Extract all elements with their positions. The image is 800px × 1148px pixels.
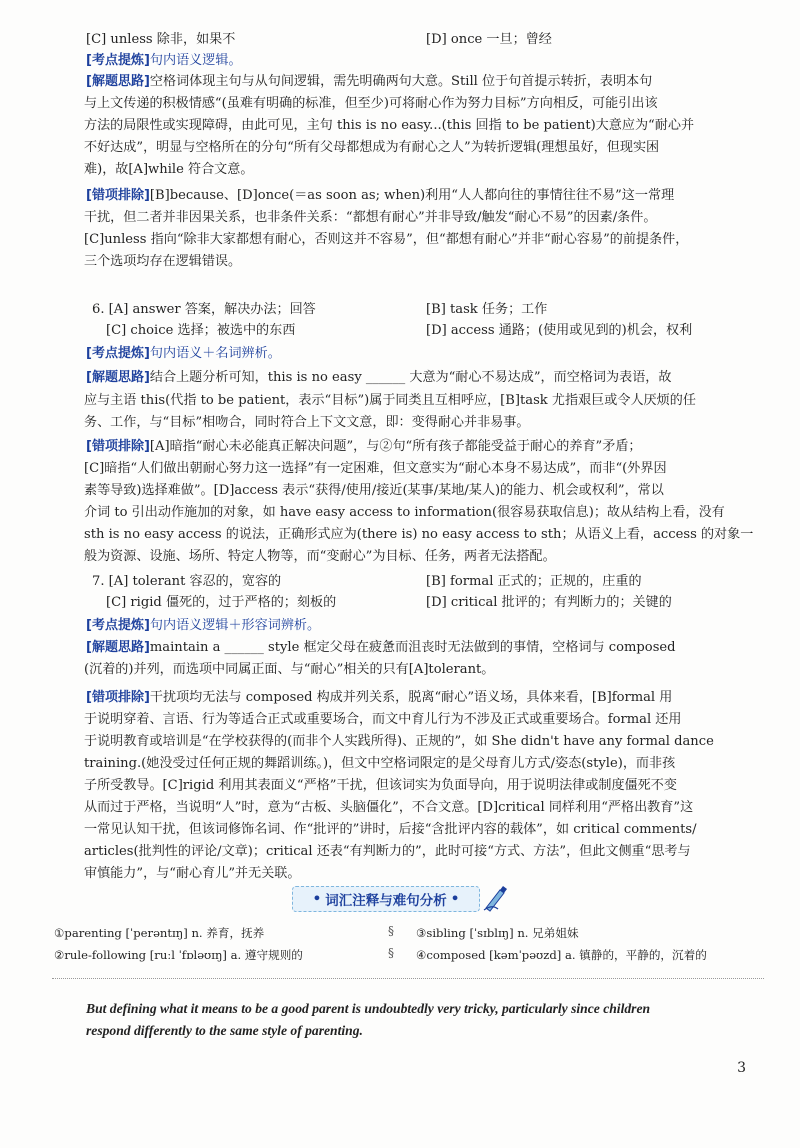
q6-kaodian-tag: [考点提炼] — [86, 346, 150, 361]
q5-cuoxiang-line-3: [C]unless 指向“除非大家都想有耐心，否则这并不容易”，但“都想有耐心”并非“耐心容易”的前提条件， — [84, 232, 689, 247]
q7-cuoxiang-line-7: 一常见认知干扰，但该词修饰名词、作“批评的”讲时，后接“含批评内容的载体”，如 critical comments/ — [84, 822, 697, 837]
q5-jieti-line-1 — [86, 72, 652, 92]
vocab-item-1: ①parenting [ˈperəntɪŋ] n. 养育，抚养 — [54, 926, 265, 940]
q6-option-a: 6. [A] answer 答案，解决办法；回答 — [92, 302, 316, 317]
vocab-section-banner — [292, 886, 480, 912]
q6-cuoxiang-line-5: sth is no easy access 的说法，正确形式应为(there is) no easy access to sth；从语义上看，access 的对象一 — [84, 527, 754, 542]
q7-jieti-line-1 — [86, 638, 676, 658]
q6-jieti-line-3: 务、工作，与“目标”相吻合，同时符合上下文文意，即：变得耐心并非易事。 — [84, 415, 530, 430]
vocab-section-title: 词汇注释与难句分析 — [325, 893, 447, 909]
vocab-item-2: ②rule-following [ruːl ˈfɒləʊɪŋ] a. 遵守规则的 — [54, 948, 303, 962]
q7-cuoxiang-text: 干扰项均无法与 composed 构成并列关系，脱离“耐心”语义场，具体来看，[B]formal 用 — [149, 690, 673, 705]
binding-ring-icon: § — [388, 946, 394, 960]
q7-kaodian-text: 句内语义逻辑＋形容词辨析。 — [149, 618, 321, 633]
q5-jieti-tag: [解题思路] — [86, 74, 150, 89]
q5-option-d: [D] once 一旦；曾经 — [426, 32, 552, 47]
q5-kaodian — [86, 51, 242, 71]
q6-cuoxiang-line-4: 介词 to 引出动作施加的对象，如 have easy access to information(很容易获取信息)；故从结构上看，没有 — [84, 505, 725, 520]
q6-cuoxiang-text: [A]暗指“耐心未必能真正解决问题”，与②句“所有孩子都能受益于耐心的养育”矛盾； — [149, 439, 642, 454]
q5-cuoxiang-line-4: 三个选项均存在逻辑错误。 — [84, 254, 242, 269]
pen-icon — [482, 884, 508, 912]
q7-cuoxiang-line-3: 于说明教育或培训是“在学校获得的(而非个人实践所得)、正规的”，如 She didn't have any formal dance — [84, 734, 714, 749]
q5-kaodian-text: 句内语义逻辑。 — [149, 53, 242, 68]
binding-ring-icon: § — [388, 924, 394, 938]
q7-option-a: 7. [A] tolerant 容忍的，宽容的 — [92, 574, 282, 589]
q6-option-b: [B] task 任务；工作 — [426, 302, 548, 317]
difficult-sentence-line-2: respond differently to the same style of parenting. — [86, 1023, 363, 1038]
q6-option-c: [C] choice 选择；被选中的东西 — [106, 323, 296, 338]
q7-jieti-text: maintain a ______ style 框定父母在疲惫而沮丧时无法做到的事情，空格词与 composed — [149, 640, 676, 655]
q6-option-d: [D] access 通路；(使用或见到的)机会，权利 — [426, 323, 693, 338]
q7-kaodian — [86, 616, 320, 636]
bullet-dot: • — [450, 891, 460, 907]
q6-cuoxiang-line-2: [C]暗指“人们做出朝耐心努力这一选择”有一定困难，但文意实为“耐心本身不易达成”，而非“(外界因 — [84, 461, 667, 476]
q7-option-c: [C] rigid 僵死的，过于严格的；刻板的 — [106, 595, 337, 610]
q5-cuoxiang-text: [B]because、[D]once(＝as soon as; when)利用“人人都向往的事情往往不易”这一常理 — [149, 188, 675, 203]
q5-kaodian-tag: [考点提炼] — [86, 53, 150, 68]
dotted-divider — [52, 978, 764, 979]
q7-cuoxiang-line-4: training.(她没受过任何正规的舞蹈训练。)，但文中空格词限定的是父母育儿方式/姿态(style)，而非孩 — [84, 756, 676, 771]
q6-cuoxiang-line-6: 般为资源、设施、场所、特定人物等，而“变耐心”为目标、任务，两者无法搭配。 — [84, 549, 556, 564]
q6-cuoxiang-line-1 — [86, 437, 642, 457]
q6-jieti-line-2: 应与主语 this(代指 to be patient，表示“目标”)属于同类且互相呼应，[B]task 尤指艰巨或令人厌烦的任 — [84, 393, 696, 408]
vocab-item-4: ④composed [kəmˈpəʊzd] a. 镇静的，平静的，沉着的 — [416, 948, 707, 962]
q5-jieti-line-3: 方法的局限性或实现障碍，由此可见，主句 this is no easy...(this 回指 to be patient)大意应为“耐心并 — [84, 118, 695, 133]
q7-cuoxiang-line-2: 于说明穿着、言语、行为等适合正式或重要场合，而文中育儿行为不涉及正式或重要场合。formal 还用 — [84, 712, 682, 727]
vocab-item-3: ③sibling [ˈsɪblɪŋ] n. 兄弟姐妹 — [416, 926, 579, 940]
bullet-dot: • — [312, 891, 322, 907]
q6-jieti-line-1 — [86, 368, 672, 388]
q7-cuoxiang-line-9: 审慎能力”，与“耐心育儿”并无关联。 — [84, 866, 301, 881]
q6-kaodian-text: 句内语义＋名词辨析。 — [149, 346, 281, 361]
q5-jieti-text: 空格词体现主句与从句间逻辑，需先明确两句大意。Still 位于句首提示转折，表明本句 — [149, 74, 653, 89]
q7-cuoxiang-line-1 — [86, 688, 672, 708]
q5-jieti-line-2: 与上文传递的积极情感“(虽难有明确的标准，但至少)可将耐心作为努力目标”方向相反，可能引出该 — [84, 96, 658, 111]
q5-cuoxiang-line-1 — [86, 186, 674, 206]
q7-cuoxiang-tag: [错项排除] — [86, 690, 150, 705]
q5-jieti-line-5: 难)，故[A]while 符合文意。 — [84, 162, 254, 177]
q7-kaodian-tag: [考点提炼] — [86, 618, 150, 633]
q5-jieti-line-4: 不好达成”，明显与空格所在的分句“所有父母都想成为有耐心之人”为转折逻辑(理想虽好，但现实困 — [84, 140, 660, 155]
q7-cuoxiang-line-8: articles(批判性的评论/文章)；critical 还表“有判断力的”，此时可接“方式、方法”，但此文侧重“思考与 — [84, 844, 691, 859]
q5-option-c: [C] unless 除非，如果不 — [86, 32, 236, 47]
q7-option-d: [D] critical 批评的；有判断力的；关键的 — [426, 595, 672, 610]
q7-cuoxiang-line-5: 子所受教导。[C]rigid 利用其表面义“严格”干扰，但该词实为负面导向，用于说明法律或制度僵死不变 — [84, 778, 677, 793]
page-number: 3 — [737, 1060, 746, 1076]
q7-cuoxiang-line-6: 从而过于严格，当说明“人”时，意为“古板、头脑僵化”，不合文意。[D]critical 同样利用“严格出教育”这 — [84, 800, 694, 815]
q5-cuoxiang-line-2: 干扰，但二者并非因果关系，也非条件关系：“都想有耐心”并非导致/触发“耐心不易”的因素/条件。 — [84, 210, 657, 225]
q6-kaodian — [86, 344, 281, 364]
q7-jieti-tag: [解题思路] — [86, 640, 150, 655]
q6-cuoxiang-tag: [错项排除] — [86, 439, 150, 454]
difficult-sentence-line-1: But defining what it means to be a good parent is undoubtedly very tricky, particularly since children — [86, 1001, 651, 1016]
q6-jieti-tag: [解题思路] — [86, 370, 150, 385]
q7-option-b: [B] formal 正式的；正规的，庄重的 — [426, 574, 642, 589]
q6-cuoxiang-line-3: 素等导致)选择难做”。[D]access 表示“获得/使用/接近(某事/某地/某人)的能力、机会或权利”，常以 — [84, 483, 664, 498]
q6-jieti-text: 结合上题分析可知，this is no easy ______ 大意为“耐心不易达成”，而空格词为表语，故 — [149, 370, 672, 385]
q5-cuoxiang-tag: [错项排除] — [86, 188, 150, 203]
q7-jieti-line-2: (沉着的)并列，而选项中同属正面、与“耐心”相关的只有[A]tolerant。 — [84, 662, 495, 677]
